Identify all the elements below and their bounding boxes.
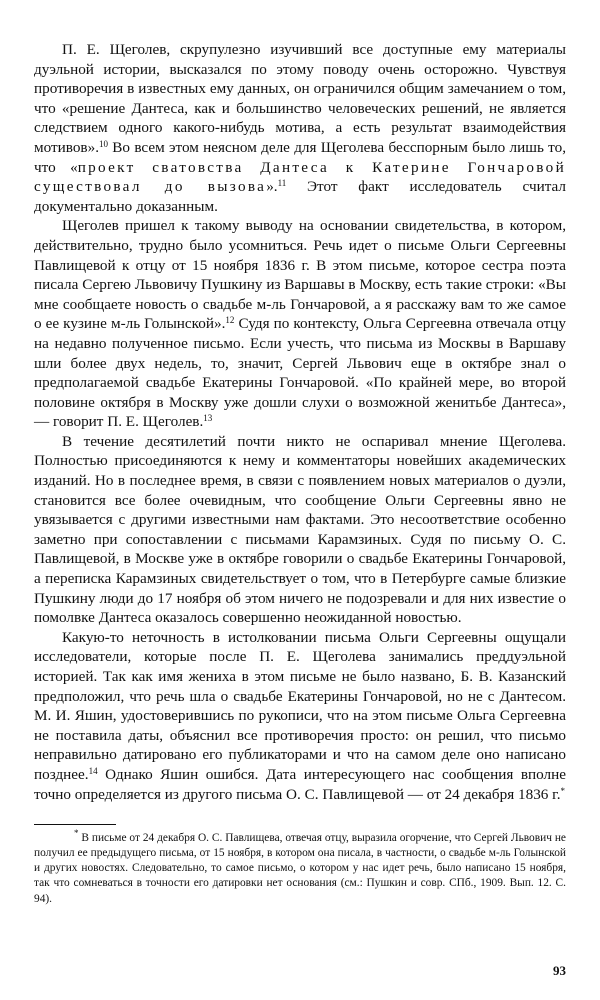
footnote-ref-10: 10 [99, 138, 108, 149]
paragraph-3 [34, 432, 566, 628]
paragraph-4 [34, 628, 566, 804]
spaced-quote: проект сватовства Дантеса к Катерине Гончаровой существовал до вызова [34, 158, 566, 196]
footnote-divider [34, 824, 116, 825]
paragraph-1-text-1: П. Е. Щеголев, скрупулезно изучивший все доступные ему материалы дуэльной истории, высказался по этому поводу очень осторожно. Чувствуя противоречия в известных ему данных, он ограничился общим замечанием о том, что «решение Дантеса, как и большинство человеческих решений, не является следствием одного какого-нибудь мотива, а есть результат взаимодействия мотивов». [34, 41, 566, 156]
footnote-ref-11: 11 [277, 178, 287, 189]
page-number: 93 [553, 963, 566, 978]
paragraph-1-text-4: ». [266, 178, 278, 196]
paragraph-2-text-1: Щеголев пришел к такому выводу на основании свидетельства, в котором, действительно, трудно было усомниться. Речь идет о письме Ольги Сергеевны Павлищевой к отцу от 15 ноября 1836 г. В этом письме, которое сестра поэта писала Сергею Львовичу Пушкину из Варшавы в Москву, есть такие строки: «Вы мне сообщаете новость о свадьбе м-ль Гончаровой, а я расскажу вам то же самое о ее кузине м-ль Голынской». [34, 217, 566, 333]
footnote-text: В письме от 24 декабря О. С. Павлищева, отвечая отцу, выразила огорчение, что Сергей Львович не получил ее предыдущего письма, от 15 ноября, в котором она писала, в частности, о свадьбе м-ль Голынской и других новостях. Следовательно, то самое письмо, о котором у нас идет речь, было написано 15 ноября, так что сомневаться в точности его датировки нет основания (см.: Пушкин и совр. СПб., 1909. Вып. 12. С. 94). [34, 832, 566, 905]
page-body [34, 40, 566, 907]
paragraph-4-text-1: Какую-то неточность в истолковании письма Ольги Сергеевны ощущали исследователи, которые после П. Е. Щеголева занимались преддуэльной историей. Так как имя жениха в этом письме не было названо, Б. В. Казанский предположил, что речь шла о свадьбе Екатерины Гончаровой, но не с Дантесом. М. И. Яшин, удостоверившись по рукописи, что на этом письме Ольга Сергеевна не поставила даты, объяснил все противоречия просто: он решил, что письмо неправильно датировано его публикаторами и что на самом деле оно написано позднее. [34, 628, 566, 783]
footnote-ref-13: 13 [203, 413, 213, 424]
footnote [34, 828, 566, 906]
footnote-ref-asterisk: * [560, 785, 565, 796]
paragraph-1-text-5: Этот факт исследователь считал документально доказанным. [34, 178, 566, 215]
footnote-ref-12: 12 [225, 315, 235, 326]
paragraph-1 [34, 40, 566, 216]
paragraph-4-text-2: Однако Яшин ошибся. Дата интересующего нас сообщения вполне точно определяется из другого письма О. С. Павлищевой — от 24 декабря 1836 г. [34, 765, 566, 803]
footnote-mark: * [74, 828, 79, 839]
paragraph-2 [34, 216, 566, 432]
paragraph-1-text-2: Во всем этом неясном деле для Щеголева бесспорным было лишь то, что « [34, 138, 566, 176]
footnote-ref-14: 14 [88, 765, 98, 776]
paragraph-3-text-1: В течение десятилетий почти никто не оспаривал мнение Щеголева. Полностью присоединяются к нему и комментаторы новейших академических изданий. Но в последнее время, в связи с появлением новых материалов о дуэли, становится все более очевидным, что сообщение Ольги Сергеевны явно не увязывается с другими известными нам фактами. Это несоответствие особенно заметно при сопоставлении с письмами Карамзиных. Судя по письму О. С. Павлищевой, в Москве уже в октябре говорили о свадьбе Екатерины Гончаровой, а переписка Карамзиных свидетельствует о том, что в Петербурге самые близкие Пушкину люди до 17 ноября об этом ничего не подозревали и для них известие о помолвке Дантеса оказалось совершенно неожиданной новостью. [34, 432, 566, 627]
paragraph-2-text-2: Судя по контексту, Ольга Сергеевна отвечала отцу на недавно полученное письмо. Если учесть, что письма из Москвы в Варшаву шли более двух недель, то, значит, Сергей Львович еще в октябре знал о предполагаемой свадьбе Екатерины Гончаровой. «По крайней мере, во второй половине октября в Москву уже дошли слухи о возможной женитьбе Дантеса», — говорит П. Е. Щеголев. [34, 315, 567, 431]
